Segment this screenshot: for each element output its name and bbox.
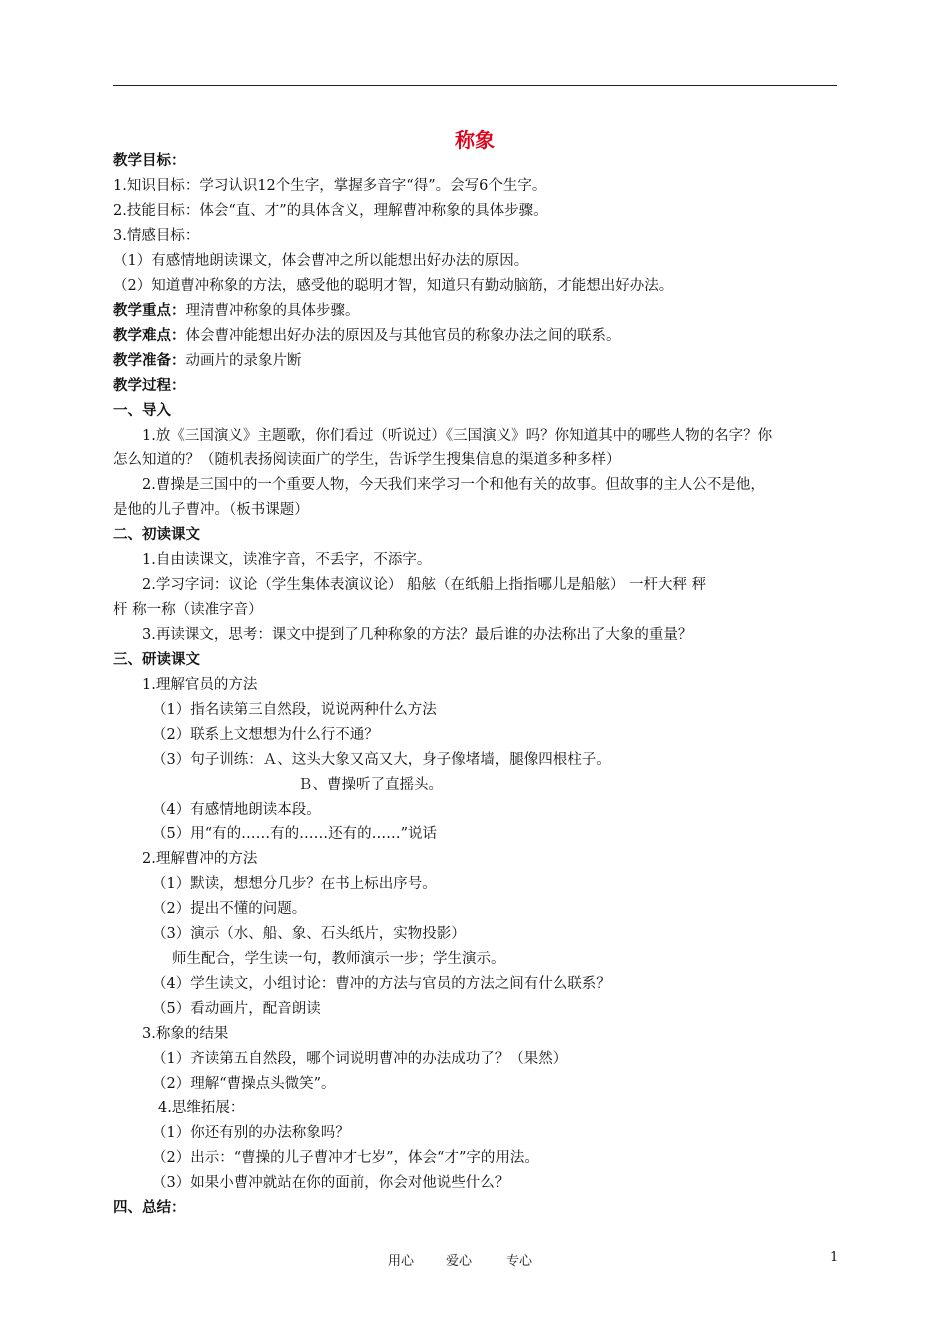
objectives-heading: 教学目标： [113, 153, 186, 169]
key-point [113, 301, 360, 321]
difficulty-text: 体会曹冲能想出好办法的原因及与其他官员的称象办法之间的联系。 [185, 328, 621, 344]
section3-heading: 三、研读课文 [113, 652, 200, 668]
process-heading: 教学过程： [113, 378, 186, 394]
section2-item1: 1.自由读课文，读准字音，不丢字，不添字。 [142, 552, 432, 568]
section3-sub4: 4.思维拓展： [158, 1100, 245, 1116]
section1-heading: 一、导入 [113, 403, 171, 419]
objective-emotion-1: （1）有感情地朗读课文，体会曹冲之所以能想出好办法的原因。 [113, 253, 529, 269]
section1-p1-line2: 怎么知道的？（随机表扬阅读面广的学生，告诉学生搜集信息的渠道多种多样） [113, 452, 621, 468]
sub4-item: （2）出示：“曹操的儿子曹冲才七岁”，体会“才”字的用法。 [152, 1150, 539, 1166]
sub1-item: （2）联系上文想想为什么行不通？ [152, 727, 379, 743]
section2-item2-line2: 杆 称一称（读准字音） [113, 602, 263, 618]
sub3-item: （1）齐读第五自然段，哪个词说明曹冲的办法成功了？（果然） [152, 1051, 568, 1067]
sub4-item: （3）如果小曹冲就站在你的面前，你会对他说些什么？ [152, 1175, 510, 1191]
sub1-item: （1）指名读第三自然段，说说两种什么方法 [152, 702, 437, 718]
objective-skill: 2.技能目标：体会“直、才”的具体含义，理解曹冲称象的具体步骤。 [113, 203, 548, 219]
sub3-item: （2）理解“曹操点头微笑”。 [152, 1076, 336, 1092]
page-title: 称象 [455, 128, 495, 152]
section1-p2-line2: 是他的儿子曹冲。（板书课题） [113, 502, 309, 518]
preparation [113, 351, 302, 371]
section2-item2-line1: 2.学习字词：议论（学生集体表演议论） 船舷（在纸船上指指哪儿是船舷） 一杆大秤 秤 [142, 577, 707, 593]
key-point-label: 教学重点： [113, 303, 186, 319]
sub1-item: （3）句子训练：Ａ、这头大象又高又大，身子像堵墙，腿像四根柱子。 [152, 752, 611, 768]
difficulty-label: 教学难点： [113, 328, 186, 344]
sub2-item: （3）演示（水、船、象、石头纸片，实物投影） [152, 926, 466, 942]
section3-sub1: 1.理解官员的方法 [142, 677, 258, 693]
page-number: 1 [830, 1250, 839, 1265]
footer-word-2: 爱心 [446, 1254, 473, 1269]
sub2-item: （4）学生读文，小组讨论：曹冲的方法与官员的方法之间有什么联系？ [152, 976, 611, 992]
objective-knowledge: 1.知识目标：学习认识12个生字，掌握多音字“得”。会写6个生字。 [113, 178, 547, 194]
sub2-item: （5）看动画片，配音朗读 [152, 1001, 321, 1017]
objective-emotion-2: （2）知道曹冲称象的方法，感受他的聪明才智，知道只有勤动脑筋，才能想出好办法。 [113, 278, 674, 294]
footer-word-1: 用心 [388, 1254, 415, 1269]
section4-heading: 四、总结： [113, 1200, 186, 1216]
objective-emotion: 3.情感目标： [113, 228, 200, 244]
section3-sub3: 3.称象的结果 [142, 1026, 229, 1042]
footer-word-3: 专心 [506, 1254, 533, 1269]
key-point-text: 理清曹冲称象的具体步骤。 [185, 303, 360, 319]
preparation-label: 教学准备： [113, 353, 186, 369]
sub1-item: （4）有感情地朗读本段。 [152, 802, 321, 818]
sub1-item: Ｂ、曹操听了直摇头。 [298, 777, 443, 793]
sub2-item: （1）默读，想想分几步？在书上标出序号。 [152, 876, 437, 892]
section1-p1-line1: 1.放《三国演义》主题歌，你们看过（听说过）《三国演义》吗？你知道其中的哪些人物的名字？你 [142, 428, 773, 444]
difficulty [113, 326, 621, 346]
sub2-item: 师生配合，学生读一句，教师演示一步；学生演示。 [172, 951, 506, 967]
header-rule [113, 85, 837, 86]
sub1-item: （5）用“有的……有的……还有的……”说话 [152, 826, 438, 842]
sub2-item: （2）提出不懂的问题。 [152, 901, 307, 917]
section1-p2-line1: 2.曹操是三国中的一个重要人物，今天我们来学习一个和他有关的故事。但故事的主人公不是他， [142, 477, 765, 493]
section2-heading: 二、初读课文 [113, 527, 200, 543]
sub4-item: （1）你还有别的办法称象吗？ [152, 1125, 350, 1141]
section2-item3: 3.再读课文，思考：课文中提到了几种称象的方法？最后谁的办法称出了大象的重量？ [142, 627, 693, 643]
preparation-text: 动画片的录象片断 [185, 353, 302, 369]
section3-sub2: 2.理解曹冲的方法 [142, 851, 258, 867]
